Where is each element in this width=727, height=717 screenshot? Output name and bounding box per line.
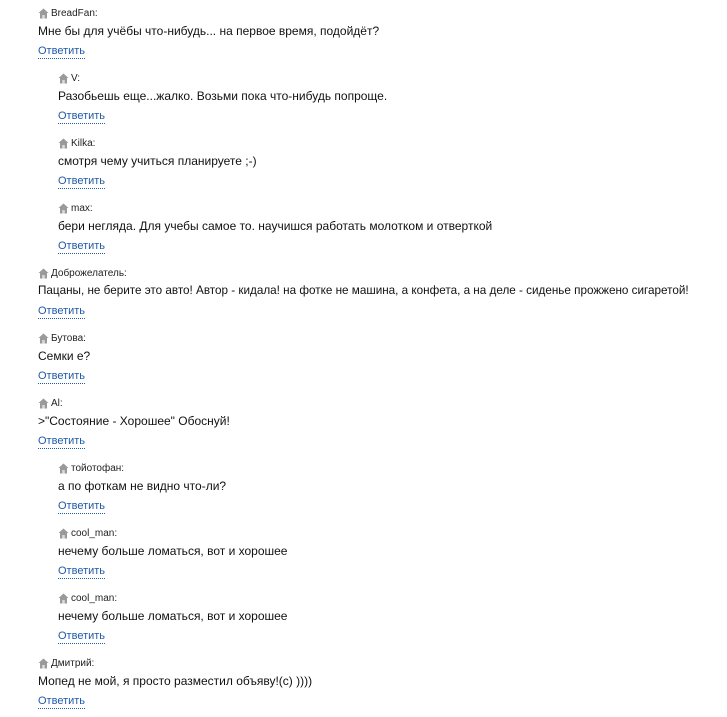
reply-link[interactable]: Ответить	[38, 695, 86, 707]
home-icon	[38, 8, 49, 19]
reply-link[interactable]: Ответить	[58, 175, 106, 187]
comment-text: Мопед не мой, я просто разместил объяву!(с) ))))	[38, 674, 313, 688]
comment-author: Al:	[51, 398, 63, 409]
comment-text: >"Состояние - Хорошее" Обоснуй!	[38, 414, 230, 428]
comment-text: Разобьешь еще...жалко. Возьми пока что-нибудь попроще.	[58, 89, 388, 103]
comment-text: а по фоткам не видно что-ли?	[58, 479, 227, 493]
reply-link[interactable]: Ответить	[58, 500, 106, 512]
comment-text: Мне бы для учёбы что-нибудь... на первое время, подойдёт?	[38, 24, 380, 38]
comment-author: max:	[71, 203, 93, 214]
comment-text: Семки е?	[38, 349, 91, 363]
comment-author: Дмитрий:	[51, 658, 95, 669]
home-icon	[38, 398, 49, 409]
home-icon	[58, 203, 69, 214]
reply-link[interactable]: Ответить	[58, 565, 106, 577]
comment-author: тойотофан:	[71, 463, 125, 474]
home-icon	[58, 73, 69, 84]
home-icon	[38, 268, 49, 279]
home-icon	[38, 333, 49, 344]
comment-text: Пацаны, не берите это авто! Автор - кидала! на фотке не машина, а конфета, а на деле - сиденье прожжено сигаретой!	[38, 284, 689, 297]
comment-text: бери негляда. Для учебы самое то. научишся работать молотком и отверткой	[58, 219, 493, 233]
comment-text: нечему больше ломаться, вот и хорошее	[58, 609, 288, 623]
home-icon	[58, 528, 69, 539]
reply-link[interactable]: Ответить	[58, 110, 106, 122]
home-icon	[38, 658, 49, 669]
comment-author: Доброжелатель:	[51, 268, 127, 279]
comment-author: V:	[71, 73, 81, 84]
reply-link[interactable]: Ответить	[38, 45, 86, 57]
reply-link[interactable]: Ответить	[38, 435, 86, 447]
reply-link[interactable]: Ответить	[38, 305, 86, 317]
home-icon	[58, 593, 69, 604]
reply-link[interactable]: Ответить	[38, 370, 86, 382]
home-icon	[58, 138, 69, 149]
comment-author: cool_man:	[71, 528, 118, 539]
comment-text: нечему больше ломаться, вот и хорошее	[58, 544, 288, 558]
reply-link[interactable]: Ответить	[58, 630, 106, 642]
comment-author: Kilka:	[71, 138, 96, 149]
reply-link[interactable]: Ответить	[58, 240, 106, 252]
comment-text: смотря чему учиться планируете ;-)	[58, 154, 257, 168]
comment-author: cool_man:	[71, 593, 118, 604]
home-icon	[58, 463, 69, 474]
comment-author: Бутова:	[51, 333, 86, 344]
comment-author: BreadFan:	[51, 8, 98, 19]
